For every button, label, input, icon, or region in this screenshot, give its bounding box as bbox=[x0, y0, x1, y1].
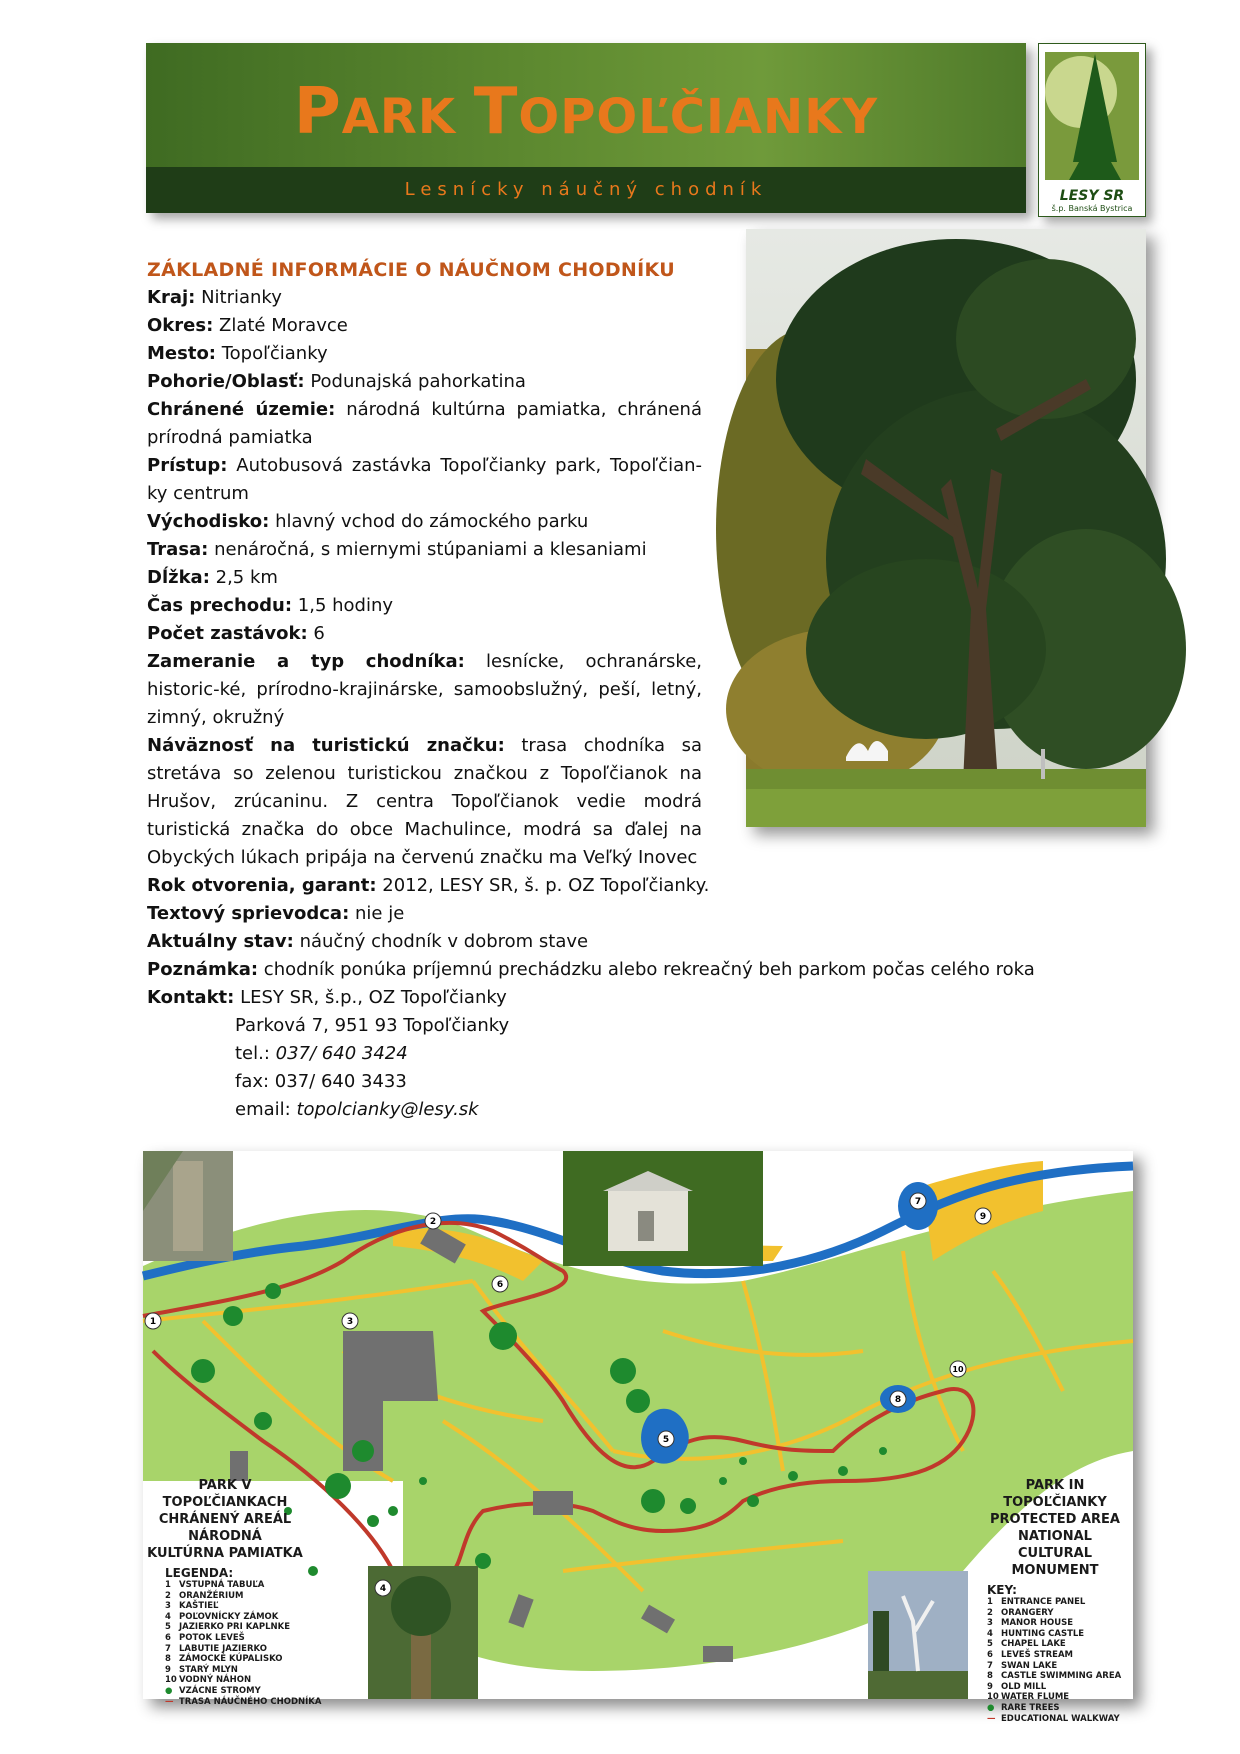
legend-sk-list bbox=[145, 1580, 322, 1707]
legend-item: 10 VODNÝ NÁHON bbox=[165, 1675, 252, 1686]
info-label: Chránené územie: bbox=[147, 399, 336, 420]
legend-en-title-3: NATIONAL bbox=[1018, 1529, 1092, 1544]
map-legend-english bbox=[979, 1477, 1131, 1724]
legend-item: 1 ENTRANCE PANEL bbox=[987, 1597, 1086, 1607]
title-letter-t: T bbox=[473, 75, 519, 149]
info-value: Topoľčianky bbox=[216, 343, 328, 364]
marker-2 bbox=[425, 1213, 441, 1229]
page-title bbox=[146, 75, 1026, 149]
info-value: 2,5 km bbox=[209, 567, 278, 588]
title-banner-top bbox=[146, 43, 1026, 167]
legend-item: 9 OLD MILL bbox=[987, 1681, 1047, 1692]
info-heading: ZÁKLADNÉ INFORMÁCIE O NÁUČNOM CHODNÍKU bbox=[147, 259, 675, 281]
legend-item: 8 ZÁMOCKÉ KÚPALISKO bbox=[165, 1654, 283, 1665]
svg-text:6: 6 bbox=[496, 1280, 504, 1290]
info-row-zastavky bbox=[147, 620, 1057, 648]
lesy-sr-logo bbox=[1038, 43, 1146, 217]
info-label: Pohorie/Oblasť: bbox=[147, 371, 305, 392]
svg-text:5: 5 bbox=[662, 1435, 670, 1445]
legend-item: 8 CASTLE SWIMMING AREA bbox=[987, 1671, 1122, 1682]
marker-8 bbox=[890, 1391, 906, 1407]
contact-phone bbox=[147, 1040, 1057, 1068]
info-row-pohorie bbox=[147, 368, 1057, 396]
marker-1 bbox=[145, 1313, 161, 1329]
info-row-kraj bbox=[147, 284, 1057, 312]
legend-item: 9 STARÝ MLYN bbox=[165, 1664, 238, 1675]
info-value: Podunajská pahorkatina bbox=[304, 371, 526, 392]
info-value: Zlaté Moravce bbox=[213, 315, 348, 336]
legend-item: 6 POTOK LEVEŠ bbox=[165, 1632, 245, 1643]
info-value: 2012, LESY SR, š. p. OZ Topoľčianky. bbox=[376, 875, 710, 896]
page-subtitle: Lesnícky náučný chodník bbox=[404, 179, 768, 200]
svg-text:10: 10 bbox=[952, 1365, 964, 1374]
legend-item: 4 POĽOVNÍCKY ZÁMOK bbox=[165, 1611, 279, 1622]
contact-address: Parková 7, 951 93 Topoľčianky bbox=[235, 1015, 510, 1036]
info-label: Zameranie a typ chodníka: bbox=[147, 651, 465, 672]
legend-item-route: — EDUCATIONAL WALKWAY bbox=[987, 1713, 1120, 1724]
info-label: Poznámka: bbox=[147, 959, 259, 980]
legend-sk-title-3: NÁRODNÁ bbox=[188, 1529, 262, 1544]
title-letter-p: P bbox=[293, 75, 342, 149]
legend-item-route: — TRASA NÁUČNÉHO CHODNÍKA bbox=[165, 1696, 322, 1707]
logo-subtext: š.p. Banská Bystrica bbox=[1051, 204, 1133, 213]
info-label: Textový sprievodca: bbox=[147, 903, 350, 924]
trail-info bbox=[147, 256, 1057, 1124]
info-label: Okres: bbox=[147, 315, 214, 336]
subtitle-bar bbox=[146, 167, 1026, 213]
info-value: Nitrianky bbox=[195, 287, 282, 308]
info-row-pristup bbox=[147, 452, 702, 508]
park-map bbox=[143, 1151, 1133, 1724]
legend-en-title-1: PARK IN TOPOĽČIANKY bbox=[1003, 1478, 1107, 1510]
info-value: chodník ponúka príjemnú prechádzku alebo rekreačný beh parkom počas celého roka bbox=[258, 959, 1035, 980]
legend-sk-heading: LEGENDA: bbox=[165, 1566, 234, 1580]
marker-3 bbox=[342, 1313, 358, 1329]
legend-en-list bbox=[979, 1597, 1131, 1724]
info-row-cas bbox=[147, 592, 1057, 620]
info-value: trasa chodníka sa stretáva so zelenou turistickou značkou z Topoľčianok na Hrušov, zrúcaninu. Z centra Topoľčianok vedie modrá turistická značka do obce Machulince, modrá sa ďalej na Obyckých lúkach pripája na červenú značku ma Veľký Inovec bbox=[147, 735, 702, 868]
info-row-sprievodca bbox=[147, 900, 1057, 928]
info-row-stav bbox=[147, 928, 1057, 956]
phone-label: tel.: bbox=[235, 1043, 276, 1064]
legend-en-title-2: PROTECTED AREA bbox=[990, 1512, 1120, 1527]
legend-item: 3 KAŠTIEĽ bbox=[165, 1601, 219, 1612]
legend-sk-title-1: PARK V TOPOĽČIANKACH bbox=[162, 1478, 288, 1510]
info-row-rok-otvorenia bbox=[147, 872, 1057, 900]
legend-sk-title-4: KULTÚRNA PAMIATKA bbox=[147, 1546, 303, 1561]
chapel-photo-inset bbox=[563, 1151, 763, 1266]
info-label: Trasa: bbox=[147, 539, 209, 560]
svg-text:2: 2 bbox=[429, 1217, 437, 1227]
info-value: Autobusová zastávka Topoľčianky park, Topoľčian-ky centrum bbox=[147, 455, 702, 504]
info-label: Kraj: bbox=[147, 287, 196, 308]
info-value: 6 bbox=[307, 623, 325, 644]
statue-photo-inset bbox=[143, 1151, 233, 1261]
map-legend-slovak bbox=[145, 1477, 322, 1707]
title-banner bbox=[146, 43, 1026, 213]
marker-4 bbox=[375, 1580, 391, 1596]
info-value: 1,5 hodiny bbox=[292, 595, 394, 616]
info-value: hlavný vchod do zámockého parku bbox=[269, 511, 589, 532]
info-row-vychodisko bbox=[147, 508, 1057, 536]
info-label: Prístup: bbox=[147, 455, 228, 476]
info-label: Náväznosť na turistickú značku: bbox=[147, 735, 505, 756]
svg-text:4: 4 bbox=[379, 1584, 387, 1594]
marker-7 bbox=[910, 1193, 926, 1209]
winter-tree-photo-inset bbox=[868, 1571, 968, 1699]
email-link[interactable]: topolcianky@lesy.sk bbox=[296, 1099, 479, 1120]
svg-text:7: 7 bbox=[914, 1197, 922, 1207]
legend-sk-title-2: CHRÁNENÝ AREÁL bbox=[158, 1512, 292, 1527]
legend-item: 6 LEVEŠ STREAM bbox=[987, 1649, 1073, 1660]
marker-5 bbox=[658, 1431, 674, 1447]
svg-text:8: 8 bbox=[894, 1395, 902, 1405]
info-value: národná kultúrna pamiatka, chránená prírodná pamiatka bbox=[147, 399, 702, 448]
title-word-ark: ARK bbox=[341, 89, 457, 145]
legend-item-trees: ● RARE TREES bbox=[987, 1702, 1060, 1713]
info-label: Východisko: bbox=[147, 511, 270, 532]
info-label: Počet zastávok: bbox=[147, 623, 308, 644]
legend-item: 5 CHAPEL LAKE bbox=[987, 1639, 1066, 1650]
legend-item: 2 ORANŽÉRIUM bbox=[165, 1590, 244, 1601]
logo-text: LESY SR bbox=[1059, 188, 1125, 204]
info-value: nenáročná, s miernymi stúpaniami a klesaniami bbox=[208, 539, 647, 560]
contact-line-1: LESY SR, š.p., OZ Topoľčianky bbox=[234, 987, 507, 1008]
info-label: Aktuálny stav: bbox=[147, 931, 294, 952]
legend-item: 5 JAZIERKO PRI KAPLNKE bbox=[165, 1622, 291, 1633]
legend-item: 7 SWAN LAKE bbox=[987, 1660, 1058, 1671]
phone-number: 037/ 640 3424 bbox=[275, 1043, 408, 1064]
svg-text:3: 3 bbox=[346, 1317, 354, 1327]
info-row-trasa bbox=[147, 536, 1057, 564]
info-label: Mesto: bbox=[147, 343, 217, 364]
info-value: nie je bbox=[349, 903, 405, 924]
info-value: náučný chodník v dobrom stave bbox=[293, 931, 589, 952]
info-value: lesnícke, ochranárske, historic-ké, prírodno-krajinárske, samoobslužný, peší, letný, zimný, okružný bbox=[147, 651, 702, 728]
legend-item: 7 LABUTIE JAZIERKO bbox=[165, 1643, 267, 1654]
legend-item: 3 MANOR HOUSE bbox=[987, 1618, 1074, 1629]
info-row-poznamka bbox=[147, 956, 1057, 984]
marker-9 bbox=[975, 1208, 991, 1224]
legend-item-trees: ● VZÁCNE STROMY bbox=[165, 1685, 261, 1696]
info-label: Dĺžka: bbox=[147, 567, 210, 588]
svg-text:9: 9 bbox=[979, 1212, 987, 1222]
legend-item: 4 HUNTING CASTLE bbox=[987, 1628, 1085, 1639]
info-row-dlzka bbox=[147, 564, 1057, 592]
info-row-mesto bbox=[147, 340, 1057, 368]
info-row-zameranie bbox=[147, 648, 702, 732]
contact-fax: fax: 037/ 640 3433 bbox=[235, 1071, 407, 1092]
info-row-kontakt bbox=[147, 984, 1057, 1012]
legend-en-heading: KEY: bbox=[987, 1583, 1017, 1597]
marker-6 bbox=[492, 1276, 508, 1292]
info-label: Rok otvorenia, garant: bbox=[147, 875, 377, 896]
legend-item: 1 VSTUPNÁ TABUĽA bbox=[165, 1580, 265, 1590]
title-word-rest: OPOĽČIANKY bbox=[518, 89, 879, 145]
info-row-chranene-uzemie bbox=[147, 396, 702, 452]
legend-en-title-4: CULTURAL MONUMENT bbox=[1011, 1546, 1099, 1578]
email-label: email: bbox=[235, 1099, 297, 1120]
info-row-okres bbox=[147, 312, 1057, 340]
legend-item: 10 WATER FLUME bbox=[987, 1692, 1070, 1703]
info-row-navaznost bbox=[147, 732, 702, 872]
info-label: Čas prechodu: bbox=[147, 595, 293, 616]
marker-10 bbox=[950, 1361, 966, 1377]
legend-item: 2 ORANGERY bbox=[987, 1607, 1054, 1618]
svg-text:1: 1 bbox=[149, 1317, 157, 1327]
contact-email bbox=[147, 1096, 1057, 1124]
info-label: Kontakt: bbox=[147, 987, 235, 1008]
